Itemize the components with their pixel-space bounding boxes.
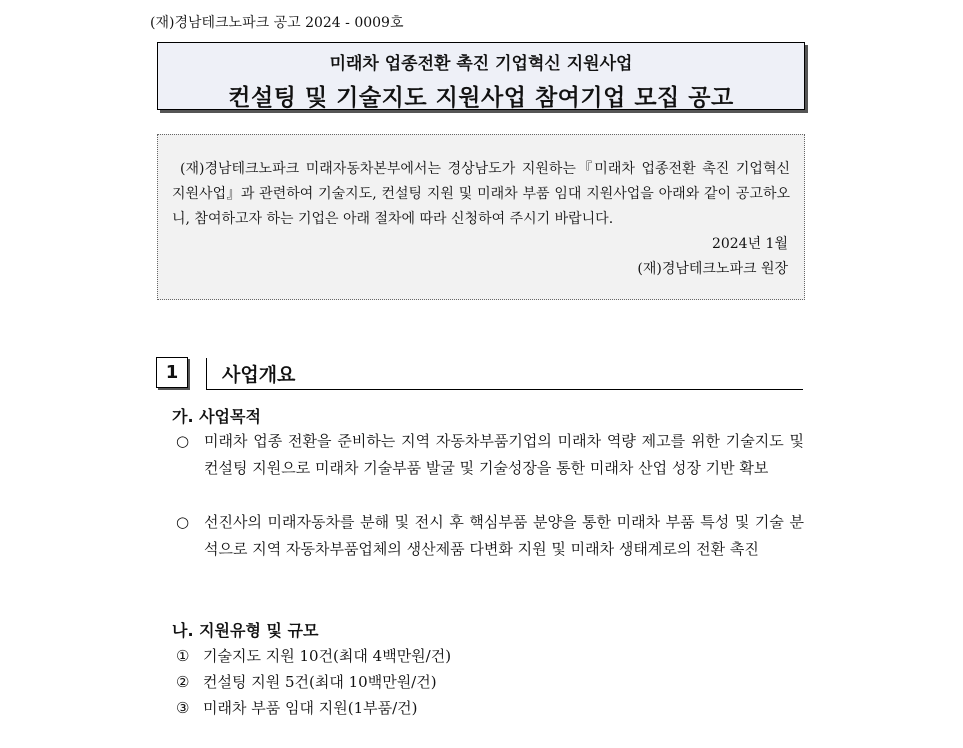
list-item — [176, 645, 451, 666]
purpose-bullet-text: 미래차 업종 전환을 준비하는 지역 자동차부품기업의 미래차 역량 제고를 위한 기술지도 및 컨설팅 지원으로 미래차 기술부품 발굴 및 기술성장을 통한 미래차 산업 성장 기반 확보 — [204, 432, 804, 477]
title-box — [157, 42, 805, 110]
circled-number: ③ — [176, 699, 190, 717]
support-item-text: 컨설팅 지원 5건(최대 10백만원/건) — [203, 673, 437, 691]
support-item-text: 미래차 부품 임대 지원(1부품/건) — [203, 699, 418, 717]
notice-signer: (재)경남테크노파크 원장 — [637, 261, 788, 277]
section-title: 사업개요 — [222, 364, 296, 386]
section-underline — [206, 389, 803, 390]
notice-box — [157, 134, 805, 300]
program-subtitle: 미래차 업종전환 촉진 기업혁신 지원사업 — [329, 54, 633, 74]
list-item — [176, 697, 418, 718]
list-item — [176, 671, 437, 692]
circled-number: ② — [176, 673, 190, 691]
notice-body: (재)경남테크노파크 미래자동차본부에서는 경상남도가 지원하는『미래차 업종전환 촉진 기업혁신 지원사업』과 관련하여 기술지도, 컨설팅 지원 및 미래차 부품 임대 지원사업을 아래와 같이 공고하오니, 참여하고자 하는 기업은 아래 절차에 따라 신청하여 주시기 바랍니다. — [172, 161, 790, 227]
support-item-text: 기술지도 지원 10건(최대 4백만원/건) — [203, 647, 452, 665]
list-item — [176, 509, 804, 563]
section-divider — [206, 358, 207, 390]
purpose-bullet-text: 선진사의 미래자동차를 분해 및 전시 후 핵심부품 분양을 통한 미래차 부품 특성 및 기술 분석으로 지역 자동차부품업체의 생산제품 다변화 지원 및 미래차 생태계로의 전환 촉진 — [204, 513, 804, 558]
notice-date: 2024년 1월 — [711, 236, 788, 252]
page-title: 컨설팅 및 기술지도 지원사업 참여기업 모집 공고 — [228, 85, 734, 111]
section-number: 1 — [156, 357, 188, 388]
document-number: (재)경남테크노파크 공고 2024 - 0009호 — [150, 15, 404, 31]
circle-bullet-icon: ○ — [176, 432, 190, 450]
purpose-heading: 가. 사업목적 — [172, 407, 261, 426]
list-item — [176, 428, 804, 482]
support-heading: 나. 지원유형 및 규모 — [172, 621, 319, 640]
circle-bullet-icon: ○ — [176, 513, 190, 531]
circled-number: ① — [176, 647, 190, 665]
